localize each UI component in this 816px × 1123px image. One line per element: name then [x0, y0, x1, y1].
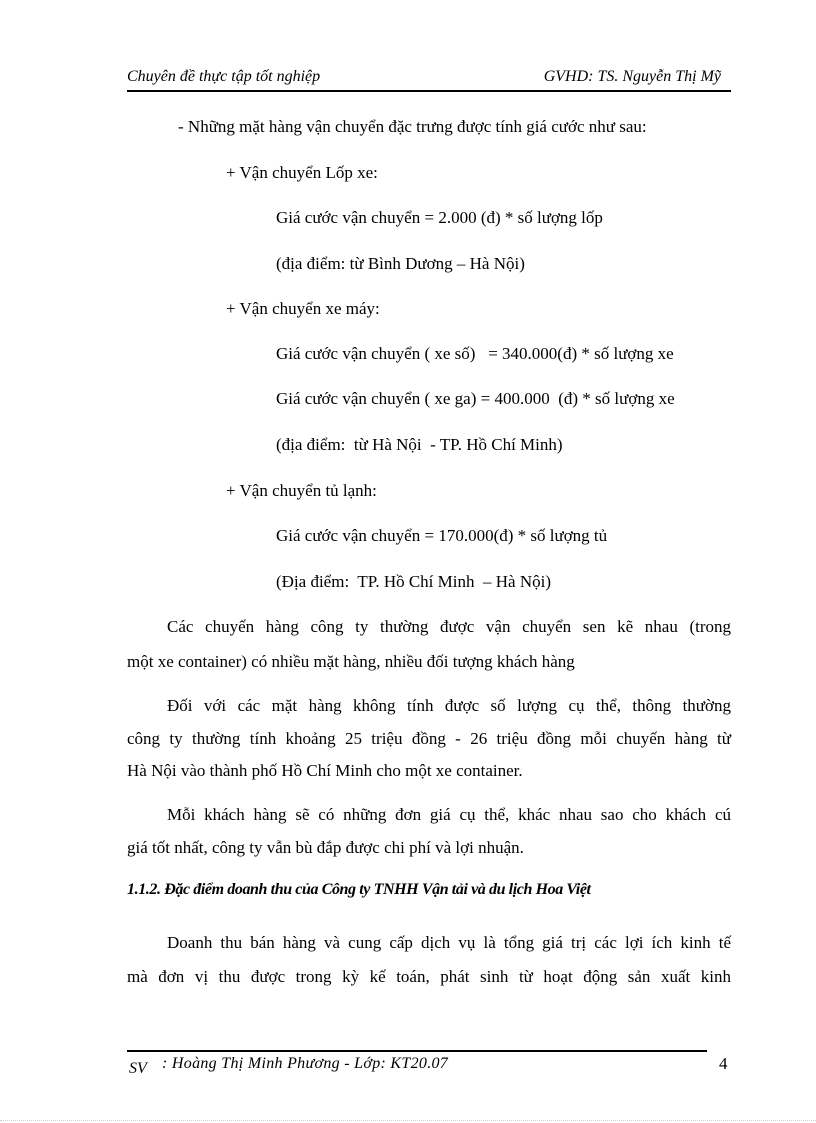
fridge-price: Giá cước vận chuyển = 170.000(đ) * số lượng tủ — [276, 526, 608, 545]
footer-rule — [127, 1050, 707, 1052]
paragraph-2-line-2: công ty thường tính khoảng 25 triệu đồng - 26 triệu đồng mỗi chuyến hàng từ — [127, 729, 731, 748]
intro-line: - Những mặt hàng vận chuyển đặc trưng được tính giá cước như sau: — [178, 117, 647, 136]
paragraph-2-line-3: Hà Nội vào thành phố Hồ Chí Minh cho một xe container. — [127, 761, 523, 780]
moto-price-2: Giá cước vận chuyển ( xe ga) = 400.000 (đ) * số lượng xe — [276, 389, 675, 408]
footer-student-info: : Hoàng Thị Minh Phương - Lớp: KT20.07 — [162, 1055, 449, 1072]
fridge-title: + Vận chuyển tủ lạnh: — [226, 481, 377, 500]
paragraph-3-line-1: Mỗi khách hàng sẽ có những đơn giá cụ thể, khác nhau sao cho khách cú — [167, 805, 731, 824]
page-bottom-edge — [0, 1120, 816, 1121]
page-header — [127, 66, 731, 92]
paragraph-3-line-2: giá tốt nhất, công ty vẫn bù đắp được chi phí và lợi nhuận. — [127, 838, 524, 857]
footer-student-label: SV — [129, 1060, 147, 1077]
moto-place: (địa điểm: từ Hà Nội - TP. Hồ Chí Minh) — [276, 435, 563, 454]
supervisor-name: GVHD: TS. Nguyễn Thị Mỹ — [543, 68, 721, 85]
tire-price: Giá cước vận chuyển = 2.000 (đ) * số lượng lốp — [276, 208, 603, 227]
paragraph-4-line-1: Doanh thu bán hàng và cung cấp dịch vụ là tổng giá trị các lợi ích kinh tế — [167, 933, 731, 952]
paragraph-1-line-2: một xe container) có nhiều mặt hàng, nhiều đối tượng khách hàng — [127, 652, 575, 671]
paragraph-1-line-1: Các chuyến hàng công ty thường được vận chuyển sen kẽ nhau (trong — [167, 617, 731, 636]
paragraph-2-line-1: Đối với các mặt hàng không tính được số lượng cụ thể, thông thường — [167, 696, 731, 715]
moto-price-1: Giá cước vận chuyển ( xe số) = 340.000(đ) * số lượng xe — [276, 344, 674, 363]
fridge-place: (Địa điểm: TP. Hồ Chí Minh – Hà Nội) — [276, 572, 551, 591]
tire-title: + Vận chuyển Lốp xe: — [226, 163, 378, 182]
paragraph-4-line-2: mà đơn vị thu được trong kỳ kế toán, phát sinh từ hoạt động sản xuất kinh — [127, 967, 731, 986]
document-title: Chuyên đề thực tập tốt nghiệp — [127, 68, 321, 85]
tire-place: (địa điểm: từ Bình Dương – Hà Nội) — [276, 254, 525, 273]
moto-title: + Vận chuyển xe máy: — [226, 299, 380, 318]
page-number: 4 — [719, 1054, 728, 1073]
section-heading: 1.1.2. Đặc điểm doanh thu của Công ty TNHH Vận tải và du lịch Hoa Việt — [127, 881, 591, 898]
